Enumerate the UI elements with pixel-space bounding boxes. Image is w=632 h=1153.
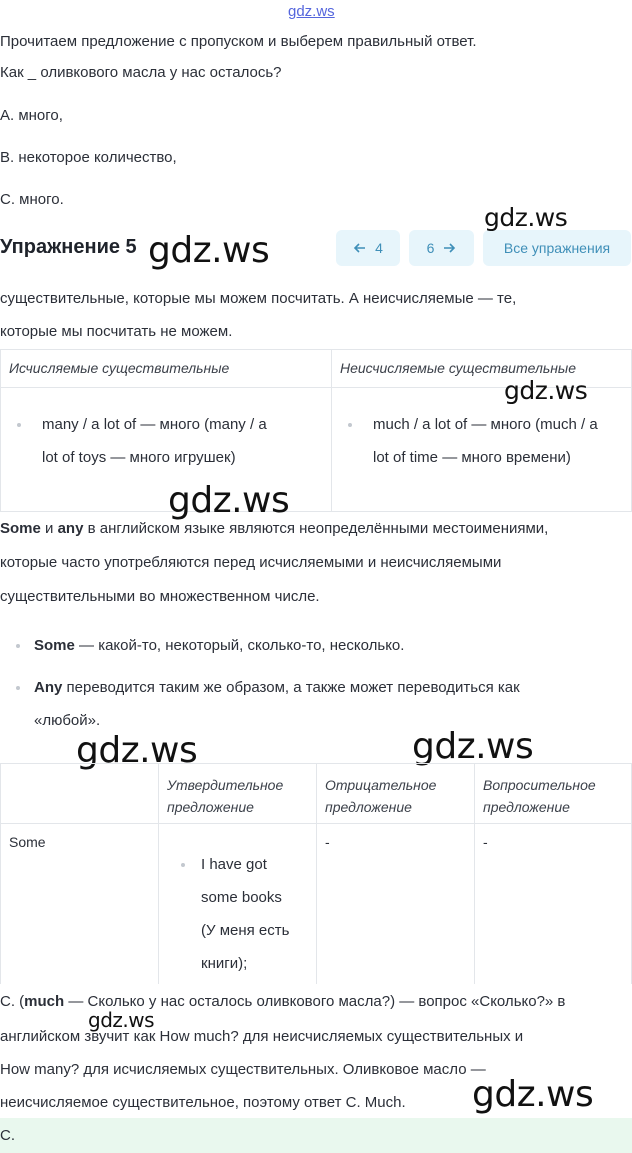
intro-line-2: Как _ оливкового масла у нас осталось? — [0, 64, 282, 81]
some-any-table-header-empty — [1, 764, 159, 824]
para3-line-4: неисчисляемое существительное, поэтому ответ C. Much. — [0, 1094, 406, 1111]
watermark-top: gdz.ws — [288, 3, 335, 20]
prev-exercise-button[interactable] — [336, 230, 400, 266]
para2-line-3: существительными во множественном числе. — [0, 588, 320, 605]
next-exercise-button[interactable] — [409, 230, 474, 266]
list-item: Some — какой-то, некоторый, сколько-то, несколько. — [0, 629, 632, 662]
arrow-left-icon — [353, 241, 367, 255]
all-exercises-label: Все упражнения — [503, 240, 611, 256]
watermark-4: gdz.ws — [168, 480, 290, 521]
watermark-5: gdz.ws — [76, 730, 198, 771]
para3-line-2: английском звучит как How much? для неисчисляемых существительных и — [0, 1028, 524, 1045]
nouns-table-header-uncountable: Неисчисляемые существительные — [332, 350, 632, 388]
para2-line-2: которые часто употребляются перед исчисляемыми и неисчисляемыми — [0, 554, 502, 571]
option-a: A. много, — [0, 107, 63, 124]
list-item: much / a lot of — много (much / a lot of time — много времени) — [332, 408, 631, 474]
para3-line-3: How many? для исчисляемых существительных. Оливковое масло — — [0, 1061, 486, 1078]
next-exercise-label: 6 — [426, 240, 435, 256]
para3-line-1: C. (much — Сколько у нас осталось оливкового масла?) — вопрос «Сколько?» в — [0, 993, 566, 1010]
nouns-table-header-countable: Исчисляемые существительные — [1, 350, 332, 388]
list-item: many / a lot of — много (many / a lot of toys — много игрушек) — [1, 408, 331, 474]
nouns-table-cell-uncountable — [332, 388, 632, 512]
answer-box — [0, 1118, 632, 1153]
some-any-table-header-affirmative: Утвердительное предложение — [159, 764, 317, 824]
some-any-table-cell-affirmative — [159, 824, 317, 986]
watermark-7: gdz.ws — [88, 1008, 155, 1032]
para1-line-2: которые мы посчитать не можем. — [0, 323, 233, 340]
option-c: C. много. — [0, 191, 64, 208]
para2-line-1: Some и any в английском языке являются неопределёнными местоимениями, — [0, 520, 549, 537]
all-exercises-button[interactable] — [483, 230, 631, 266]
watermark-1: gdz.ws — [484, 203, 568, 232]
para1-line-1: существительные, которые мы можем посчитать. А неисчисляемые — те, — [0, 290, 517, 307]
exercise-title: Упражнение 5 — [0, 236, 137, 258]
some-any-table-header-question: Вопросительное предложение — [475, 764, 632, 824]
some-any-table-cell-negative: - — [317, 824, 475, 986]
intro-line-1: Прочитаем предложение с пропуском и выберем правильный ответ. — [0, 33, 477, 50]
nouns-table — [0, 349, 632, 512]
some-any-table-header-negative: Отрицательное предложение — [317, 764, 475, 824]
some-any-table-row-label: Some — [1, 824, 159, 986]
prev-exercise-label: 4 — [375, 240, 383, 256]
some-any-list — [0, 629, 632, 737]
watermark-8: gdz.ws — [472, 1074, 594, 1115]
answer-text: C. — [0, 1127, 15, 1144]
list-item: I have got some books (У меня есть книги); — [159, 848, 316, 980]
watermark-6: gdz.ws — [412, 726, 534, 767]
list-item: Any переводится таким же образом, а также может переводиться как «любой». — [0, 671, 632, 737]
watermark-3: gdz.ws — [504, 376, 588, 405]
watermark-2: gdz.ws — [148, 230, 270, 271]
some-any-table — [0, 763, 632, 986]
arrow-right-icon — [442, 241, 456, 255]
some-any-table-cell-question: - — [475, 824, 632, 986]
option-b: B. некоторое количество, — [0, 149, 177, 166]
